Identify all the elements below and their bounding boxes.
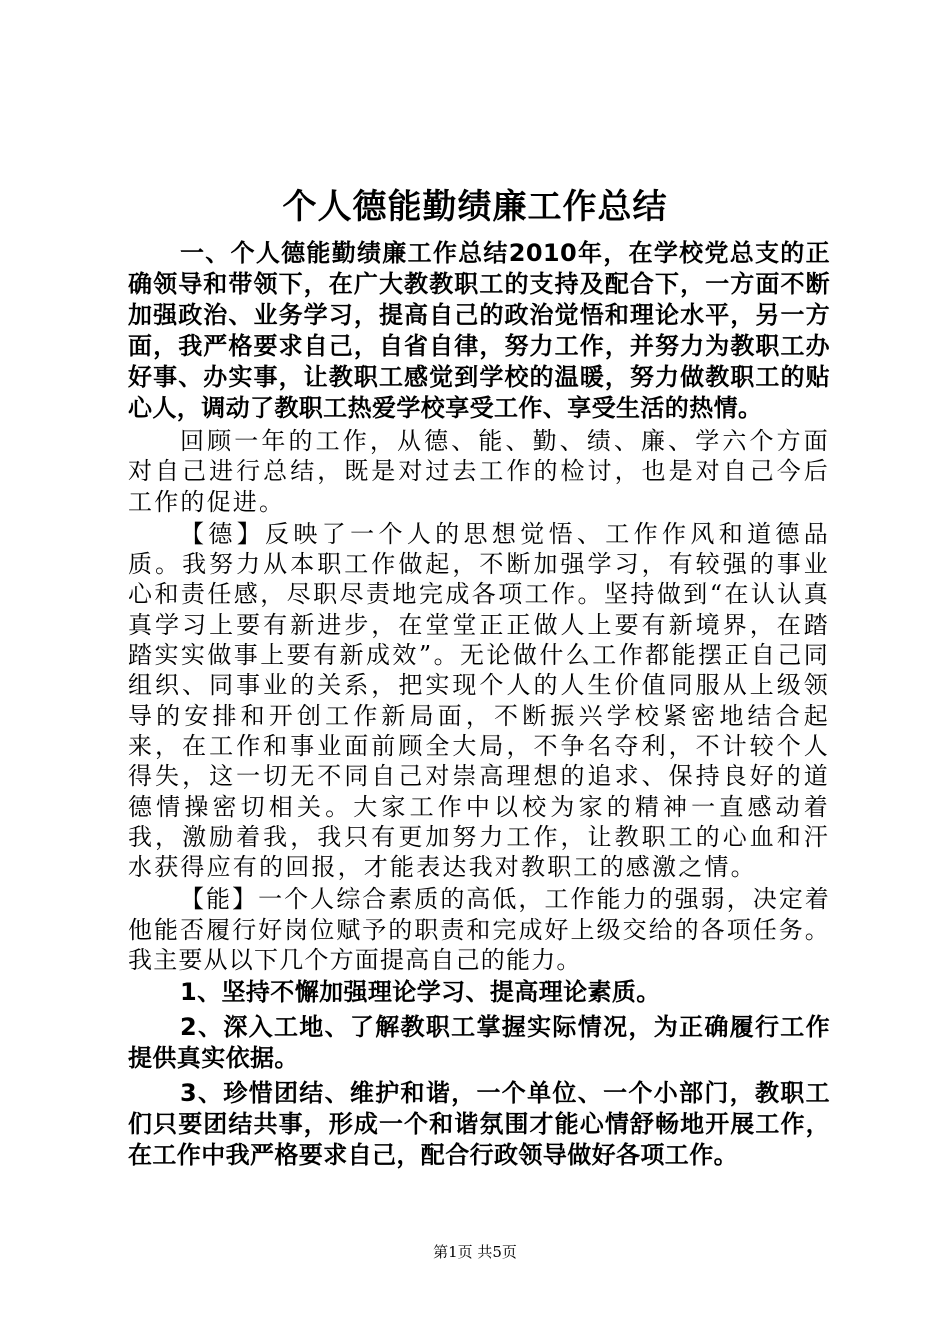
paragraph-review: 回顾一年的工作，从德、能、勤、绩、廉、学六个方面对自己进行总结，既是对过去工作的检讨，也是对自己今后工作的促进。	[128, 427, 830, 516]
paragraph-virtue: 【德】反映了一个人的思想觉悟、工作作风和道德品质。我努力从本职工作做起，不断加强学习，有较强的事业心和责任感，尽职尽责地完成各项工作。坚持做到“在认认真真学习上要有新进步，在堂堂正正做人上要有新境界，在踏踏实实做事上要有新成效”。无论做什么工作都能摆正自己同组织、同事业的关系，把实现个人的人生价值同服从上级领导的安排和开创工作新局面，不断振兴学校紧密地结合起来，在工作和事业面前顾全大局，不争名夺利，不计较个人得失，这一切无不同自己对崇高理想的追求、保持良好的道德情操密切相关。大家工作中以校为家的精神一直感动着我，激励着我，我只有更加努力工作，让教职工的心血和汗水获得应有的回报，才能表达我对教职工的感激之情。	[128, 519, 830, 882]
list-item-2: 2、深入工地、了解教职工掌握实际情况，为正确履行工作提供真实依据。	[128, 1013, 830, 1073]
paragraph-intro: 一、个人德能勤绩廉工作总结2010年，在学校党总支的正确领导和带领下，在广大教教职工的支持及配合下，一方面不断加强政治、业务学习，提高自己的政治觉悟和理论水平，另一方面，我严格要求自己，自省自律，努力工作，并努力为教职工办好事、办实事，让教职工感觉到学校的温暖，努力做教职工的贴心人，调动了教职工热爱学校享受工作、享受生活的热情。	[128, 239, 830, 422]
paragraph-ability: 【能】一个人综合素质的高低，工作能力的强弱，决定着他能否履行好岗位赋予的职责和完成好上级交给的各项任务。我主要从以下几个方面提高自己的能力。	[128, 885, 830, 975]
document-title: 个人德能勤绩廉工作总结	[282, 187, 668, 227]
page-footer: 第1页 共5页	[433, 1243, 517, 1261]
list-item-1: 1、坚持不懈加强理论学习、提高理论素质。	[180, 978, 661, 1007]
document-body	[128, 238, 830, 1171]
list-item-3: 3、珍惜团结、维护和谐，一个单位、一个小部门，教职工们只要团结共事，形成一个和谐氛围才能心情舒畅地开展工作，在工作中我严格要求自己，配合行政领导做好各项工作。	[128, 1079, 830, 1170]
